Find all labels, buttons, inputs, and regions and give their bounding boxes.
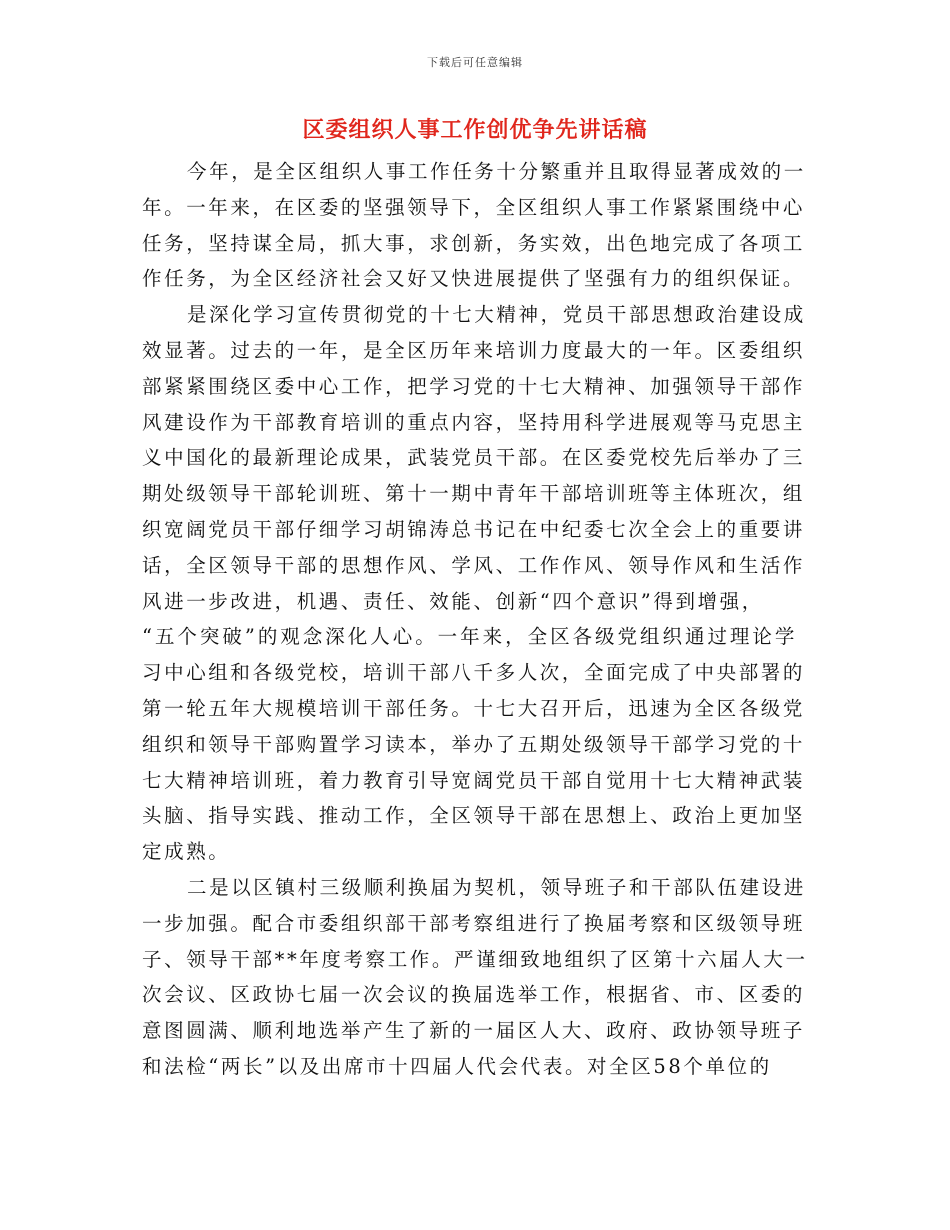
text-line: 定成熟。 bbox=[142, 840, 231, 864]
text-line: 今年，是全区组织人事工作任务十分繁重并且取得显著成效的一 bbox=[187, 160, 806, 183]
text-line: 织宽阔党员干部仔细学习胡锦涛总书记在中纪委七次全会上的重要讲 bbox=[142, 517, 806, 541]
document-body bbox=[142, 154, 808, 1085]
text-line: 任务，坚持谋全局，抓大事，求创新，务实效，出色地完成了各项工 bbox=[142, 231, 806, 255]
text-line: 意图圆满、顺利地选举产生了新的一届区人大、政府、政协领导班子 bbox=[142, 1019, 806, 1043]
text-line: 七大精神培训班，着力教育引导宽阔党员干部自觉用十七大精神武装 bbox=[142, 768, 806, 792]
text-line: 是深化学习宣传贯彻党的十七大精神，党员干部思想政治建设成 bbox=[187, 303, 806, 327]
text-line: 二是以区镇村三级顺利换届为契机，领导班子和干部队伍建设进 bbox=[187, 875, 806, 899]
text-line: 子、领导干部**年度考察工作。严谨细致地组织了区第十六届人大一 bbox=[142, 947, 808, 971]
text-line: 第一轮五年大规模培训干部任务。十七大召开后，迅速为全区各级党 bbox=[142, 696, 806, 720]
text-line: “五个突破”的观念深化人心。一年来，全区各级党组织通过理论学 bbox=[142, 625, 797, 649]
text-line: 风建设作为干部教育培训的重点内容，坚持用科学进展观等马克思主 bbox=[142, 410, 806, 434]
text-line: 和法检“两长”以及出席市十四届人代会代表。对全区58个单位的 bbox=[142, 1054, 772, 1078]
text-line: 部紧紧围绕区委中心工作，把学习党的十七大精神、加强领导干部作 bbox=[142, 374, 806, 398]
text-line: 年。一年来，在区委的坚强领导下，全区组织人事工作紧紧围绕中心 bbox=[142, 195, 806, 219]
text-line: 义中国化的最新理论成果，武装党员干部。在区委党校先后举办了三 bbox=[142, 446, 806, 470]
text-line: 作任务，为全区经济社会又好又快进展提供了坚强有力的组织保证。 bbox=[142, 267, 806, 291]
text-line: 话，全区领导干部的思想作风、学风、工作作风、领导作风和生活作 bbox=[142, 553, 806, 577]
document-title: 区委组织人事工作创优争先讲话稿 bbox=[302, 117, 648, 143]
header-note: 下载后可任意编辑 bbox=[427, 56, 523, 69]
text-line: 头脑、指导实践、推动工作，全区领导干部在思想上、政治上更加坚 bbox=[142, 804, 806, 828]
text-line: 期处级领导干部轮训班、第十一期中青年干部培训班等主体班次，组 bbox=[142, 482, 806, 506]
text-line: 一步加强。配合市委组织部干部考察组进行了换届考察和区级领导班 bbox=[142, 911, 806, 935]
text-line: 组织和领导干部购置学习读本，举办了五期处级领导干部学习党的十 bbox=[142, 732, 806, 756]
text-line: 风进一步改进，机遇、责任、效能、创新“四个意识”得到增强， bbox=[142, 589, 764, 613]
text-line: 次会议、区政协七届一次会议的换届选举工作，根据省、市、区委的 bbox=[142, 983, 806, 1007]
text-line: 习中心组和各级党校，培训干部八千多人次，全面完成了中央部署的 bbox=[142, 661, 806, 685]
text-line: 效显著。过去的一年，是全区历年来培训力度最大的一年。区委组织 bbox=[142, 338, 806, 362]
